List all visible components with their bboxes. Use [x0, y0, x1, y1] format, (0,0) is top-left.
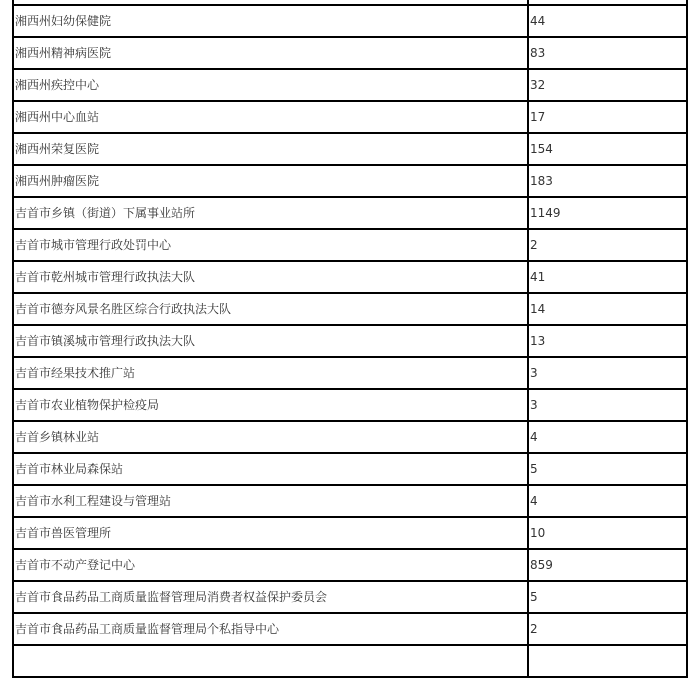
unit-name-cell: 湘西州精神病医院	[13, 37, 528, 69]
table-row	[13, 453, 687, 485]
table-row	[13, 421, 687, 453]
count-cell: 2	[528, 229, 687, 261]
count-cell: 5	[528, 453, 687, 485]
count-cell: 1149	[528, 197, 687, 229]
table-body	[13, 0, 687, 677]
count-cell: 17	[528, 101, 687, 133]
table-row	[13, 229, 687, 261]
unit-name-cell: 吉首市食品药品工商质量监督管理局消费者权益保护委员会	[13, 581, 528, 613]
table-row	[13, 133, 687, 165]
unit-name-cell: 吉首市镇溪城市管理行政执法大队	[13, 325, 528, 357]
unit-name-cell: 吉首市水利工程建设与管理站	[13, 485, 528, 517]
unit-name-cell: 湘西州肿瘤医院	[13, 165, 528, 197]
unit-name-cell	[13, 645, 528, 677]
table-row	[13, 69, 687, 101]
unit-name-cell: 吉首市食品药品工商质量监督管理局个私指导中心	[13, 613, 528, 645]
count-cell	[528, 645, 687, 677]
count-cell: 3	[528, 389, 687, 421]
unit-name-cell: 湘西州疾控中心	[13, 69, 528, 101]
table-row	[13, 165, 687, 197]
table-row	[13, 549, 687, 581]
table-row	[13, 293, 687, 325]
unit-name-cell: 吉首市经果技术推广站	[13, 357, 528, 389]
table-row	[13, 5, 687, 37]
unit-name-cell: 吉首市德夯风景名胜区综合行政执法大队	[13, 293, 528, 325]
table-row	[13, 325, 687, 357]
unit-name-cell: 湘西州荣复医院	[13, 133, 528, 165]
unit-name-cell: 吉首市农业植物保护检疫局	[13, 389, 528, 421]
table-row	[13, 101, 687, 133]
count-cell: 10	[528, 517, 687, 549]
count-cell: 859	[528, 549, 687, 581]
table-row	[13, 517, 687, 549]
unit-name-cell: 吉首乡镇林业站	[13, 421, 528, 453]
table-row	[13, 485, 687, 517]
unit-name-cell: 吉首市兽医管理所	[13, 517, 528, 549]
count-cell: 13	[528, 325, 687, 357]
count-cell: 3	[528, 357, 687, 389]
count-cell: 83	[528, 37, 687, 69]
unit-name-cell: 湘西州妇幼保健院	[13, 5, 528, 37]
staff-count-table	[12, 0, 688, 678]
unit-name-cell: 吉首市乡镇（街道）下属事业站所	[13, 197, 528, 229]
table-row	[13, 645, 687, 677]
count-cell: 32	[528, 69, 687, 101]
count-cell: 183	[528, 165, 687, 197]
table-row	[13, 197, 687, 229]
unit-name-cell: 吉首市乾州城市管理行政执法大队	[13, 261, 528, 293]
unit-name-cell: 吉首市城市管理行政处罚中心	[13, 229, 528, 261]
count-cell: 4	[528, 421, 687, 453]
table-row	[13, 357, 687, 389]
table-row	[13, 37, 687, 69]
table-row	[13, 389, 687, 421]
unit-name-cell: 湘西州中心血站	[13, 101, 528, 133]
count-cell: 5	[528, 581, 687, 613]
table-row	[13, 581, 687, 613]
count-cell: 154	[528, 133, 687, 165]
count-cell: 2	[528, 613, 687, 645]
table-row	[13, 613, 687, 645]
count-cell: 4	[528, 485, 687, 517]
unit-name-cell: 吉首市不动产登记中心	[13, 549, 528, 581]
count-cell: 14	[528, 293, 687, 325]
table-row	[13, 261, 687, 293]
count-cell: 41	[528, 261, 687, 293]
staff-count-table-container	[12, 0, 686, 678]
count-cell: 44	[528, 5, 687, 37]
unit-name-cell: 吉首市林业局森保站	[13, 453, 528, 485]
